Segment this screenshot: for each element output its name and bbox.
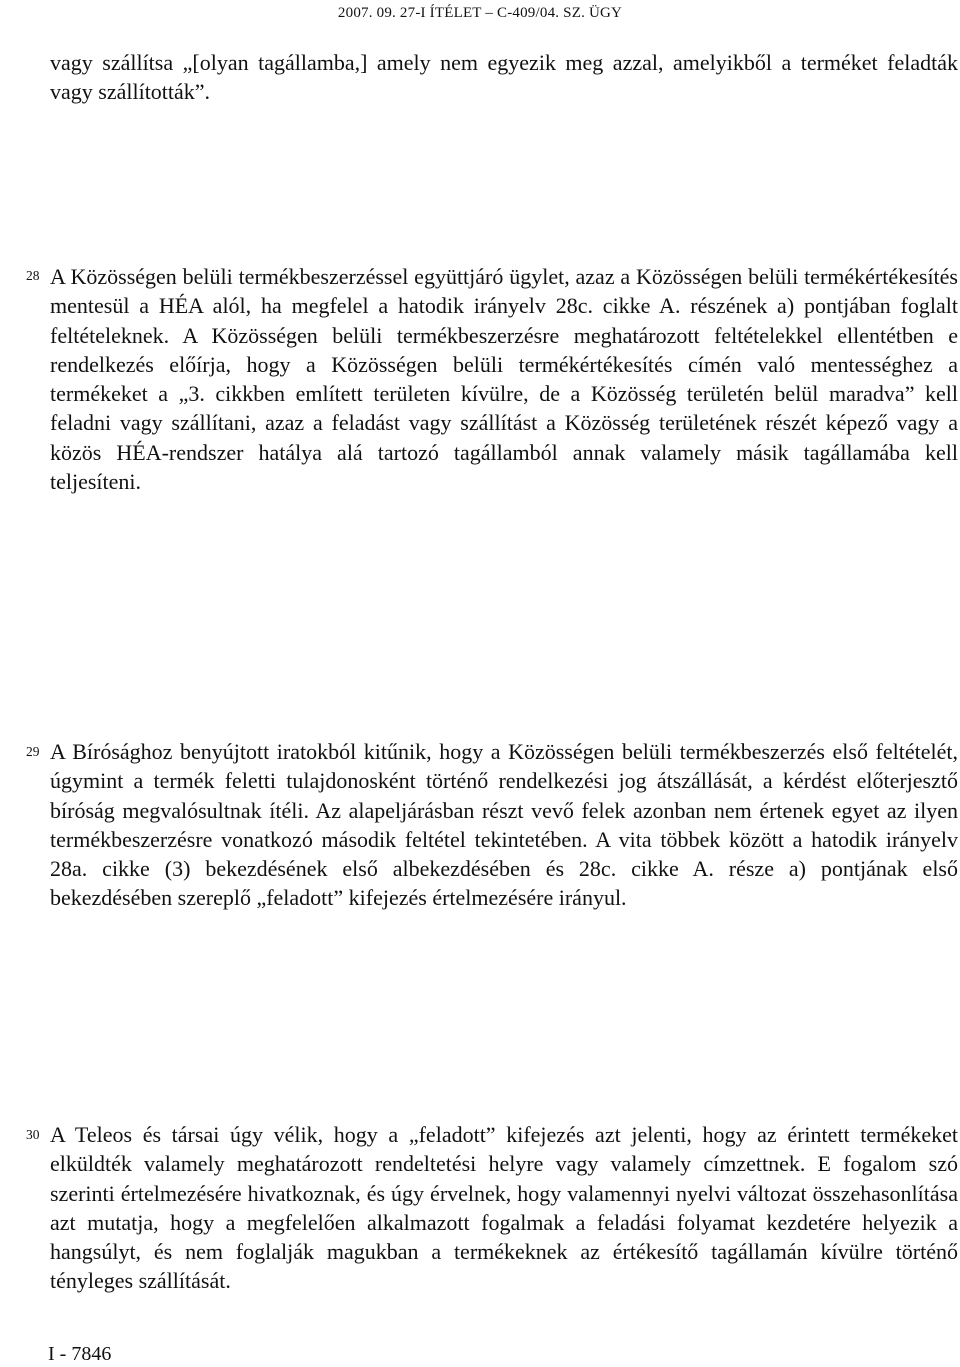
paragraph-continuation: vagy szállítsa „[olyan tagállamba,] amely nem egyezik meg azzal, amelyikből a terméket feladták vagy szállították”. [50,50,958,105]
paragraph-30: A Teleos és társai úgy vélik, hogy a „feladott” kifejezés azt jelenti, hogy az érintett termékeket elküldték valamely meghatározott rendeltetési helyre vagy valamely címzettnek. E fogalom szó szerinti értelmezésére hivatkoznak, és úgy érvelnek, hogy valamennyi nyelvi változat összehasonlítása azt mutatja, hogy a megfelelően alkalmazott fogalmak a feladási folyamat kezdetére helyezik a hangsúlyt, és nem foglalják magukban a termékeknek az értékesítő tagállamán kívülre történő tényleges szállítását. [50,1122,958,1294]
paragraph-number-28: 28 [26,268,40,283]
paragraph-number-29: 29 [26,744,40,759]
paragraph-29: A Bírósághoz benyújtott iratokból kitűnik, hogy a Közösségen belüli termékbeszerzés első feltételét, úgymint a termék feletti tulajdonosként történő rendelkezési jog átszállását, a kérdést előterjesztő bíróság megvalósultnak ítéli. Az alapeljárásban részt vevő felek azonban nem értenek egyet az ilyen termékbeszerzésre vonatkozó második feltétel tekintetében. A vita többek között a hatodik irányelv 28a. cikke (3) bekezdésének első albekezdésében és 28c. cikke A. része a) pontjának első bekezdésében szereplő „feladott” kifejezés értelmezésére irányul. [50,739,958,911]
running-header: 2007. 09. 27-I ÍTÉLET – C-409/04. SZ. ÜGY [337,5,623,21]
paragraph-number-30: 30 [26,1127,40,1142]
page-number: I - 7846 [48,1343,112,1365]
paragraph-28: A Közösségen belüli termékbeszerzéssel együttjáró ügylet, azaz a Közösségen belüli termékértékesítés mentesül a HÉA alól, ha megfelel a hatodik irányelv 28c. cikke A. részének a) pontjában foglalt feltételeknek. A Közösségen belüli termékbeszerzésre meghatározott feltételekkel ellentétben e rendelkezés előírja, hogy a Közösségen belüli termékértékesítés címén való mentességhez a termékeket a „3. cikkben említett területen kívülre, de a Közösség területén belül maradva” kell feladni vagy szállítani, azaz a feladást vagy szállítást a Közösség területének részét képező vagy a közös HÉA-rendszer hatálya alá tartozó tagállamból annak valamely másik tagállamába kell teljesíteni. [50,264,958,495]
